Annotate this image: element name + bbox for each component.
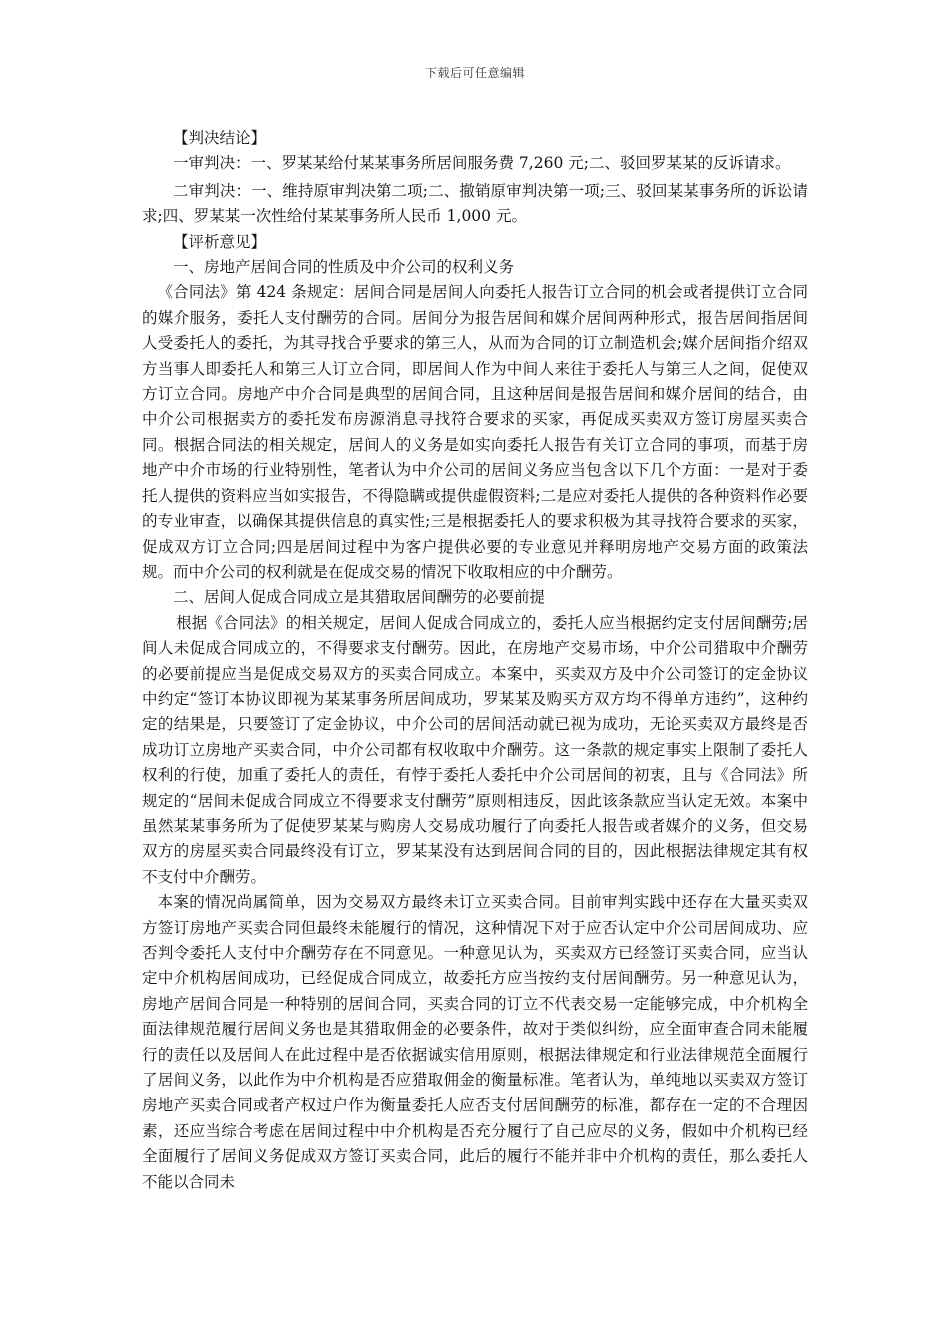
page-header: 下载后可任意编辑 — [424, 66, 525, 80]
paragraph-contract-nature: 《合同法》第 424 条规定：居间合同是居间人向委托人报告订立合同的机会或者提供订立合同的媒介服务，委托人支付酬劳的合同。居间分为报告居间和媒介居间两种形式，报告居间指居间人受委托人的委托，为其寻找合乎要求的第三人，从而为合同的订立制造机会;媒介居间指介绍双方当事人即委托人和第三人订立合同，即居间人作为中间人来往于委托人与第三人之间，促使双方订立合同。房地产中介合同是典型的居间合同，且这种居间是报告居间和媒介居间的结合，由中介公司根据卖方的委托发布房源消息寻找符合要求的买家，再促成买卖双方签订房屋买卖合同。根据合同法的相关规定，居间人的义务是如实向委托人报告有关订立合同的事项，而基于房地产中介市场的行业特别性，笔者认为中介公司的居间义务应当包含以下几个方面：一是对于委托人提供的资料应当如实报告，不得隐瞒或提供虚假资料;二是应对委托人提供的各种资料作必要的专业审查，以确保其提供信息的真实性;三是根据委托人的要求积极为其寻找符合要求的买家，促成双方订立合同;四是居间过程中为客户提供必要的专业意见并释明房地产交易方面的政策法规。而中介公司的权利就是在促成交易的情况下收取相应的中介酬劳。 — [142, 283, 808, 581]
second-instance-judgment: 二审判决：一、维持原审判决第二项;二、撤销原审判决第一项;三、驳回某某事务所的诉讼请求;四、罗某某一次性给付某某事务所人民币 1,000 元。 — [142, 181, 808, 226]
first-instance-judgment: 一审判决：一、罗某某给付某某事务所居间服务费 7,260 元;二、驳回罗某某的反诉请求。 — [173, 154, 791, 173]
subheading-one: 一、房地产居间合同的性质及中介公司的权利义务 — [173, 258, 515, 277]
section-heading-judgment: 【判决结论】 — [173, 129, 267, 147]
paragraph-case-discussion: 本案的情况尚属简单，因为交易双方最终未订立买卖合同。目前审判实践中还存在大量买卖双方签订房地产买卖合同但最终未能履行的情况，这种情况下对于应否认定中介公司居间成功、应否判令委托人支付中介酬劳存在不同意见。一种意见认为，买卖双方已经签订买卖合同，应当认定中介机构居间成功，已经促成合同成立，故委托方应当按约支付居间酬劳。另一种意见认为，房地产居间合同是一种特别的居间合同，买卖合同的订立不代表交易一定能够完成，中介机构全面法律规范履行居间义务也是其猎取佣金的必要条件，故对于类似纠纷，应全面审查合同未能履行的责任以及居间人在此过程中是否依据诚实信用原则，根据法律规定和行业法律规范全面履行了居间义务，以此作为中介机构是否应猎取佣金的衡量标准。笔者认为，单纯地以买卖双方签订房地产买卖合同或者产权过户作为衡量委托人应否支付居间酬劳的标准，都存在一定的不合理因素，还应当综合考虑在居间过程中中介机构是否充分履行了自己应尽的义务，假如中介机构已经全面履行了居间义务促成双方签订买卖合同，此后的履行不能并非中介机构的责任，那么委托人不能以合同未 — [142, 893, 808, 1191]
subheading-two: 二、居间人促成合同成立是其猎取居间酬劳的必要前提 — [173, 588, 546, 607]
section-heading-analysis: 【评析意见】 — [173, 232, 267, 251]
paragraph-prerequisite: 根据《合同法》的相关规定，居间人促成合同成立的，委托人应当根据约定支付居间酬劳;居间人未促成合同成立的，不得要求支付酬劳。因此，在房地产交易市场，中介公司猎取中介酬劳的必要前提应当是促成交易双方的买卖合同成立。本案中，买卖双方及中介公司签订的定金协议中约定“签订本协议即视为某某事务所居间成功，罗某某及购买方双方均不得单方违约”，这种约定的结果是，只要签订了定金协议，中介公司的居间活动就已视为成功，无论买卖双方最终是否成功订立房地产买卖合同，中介公司都有权收取中介酬劳。这一条款的规定事实上限制了委托人权利的行使，加重了委托人的责任，有悖于委托人委托中介公司居间的初衷，且与《合同法》所规定的“居间未促成合同成立不得要求支付酬劳”原则相违反，因此该条款应当认定无效。本案中虽然某某事务所为了促使罗某某与购房人交易成功履行了向委托人报告或者媒介的义务，但交易双方的房屋买卖合同最终没有订立，罗某某没有达到居间合同的目的，因此根据法律规定其有权不支付中介酬劳。 — [142, 613, 808, 886]
document-body — [142, 126, 808, 1195]
